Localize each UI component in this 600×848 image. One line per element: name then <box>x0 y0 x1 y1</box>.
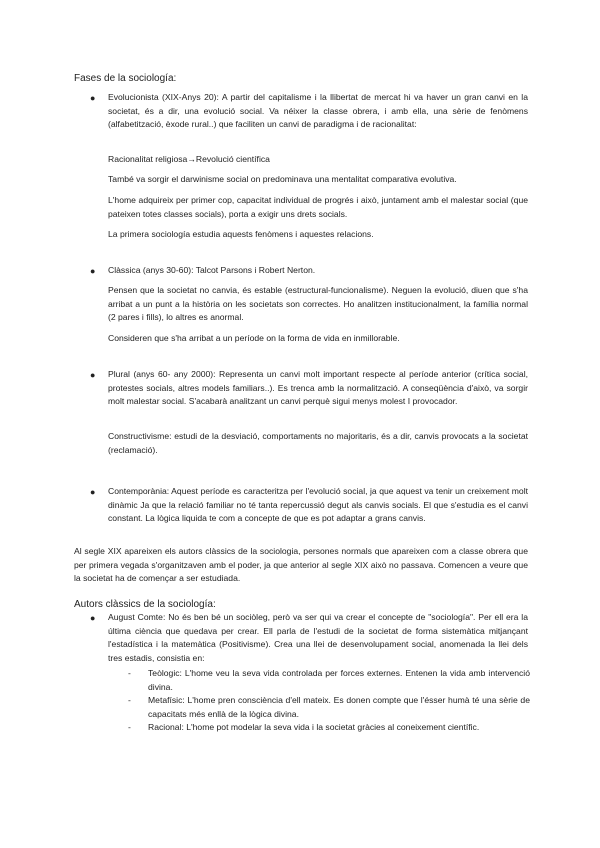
section-heading-fases: Fases de la sociología: <box>74 73 177 84</box>
evolucionista-primera: La primera sociología estudia aquests fenòmens i aquestes relacions. <box>108 229 374 239</box>
stage-text: Metafísic: L'home pren consciència d'ell mateix. Es donen compte que l'ésser humà té una sèrie de capacitats més enllà de la lògica divina. <box>148 695 530 719</box>
bullet-evolucionista <box>90 91 530 241</box>
stage-item-racional <box>128 721 530 749</box>
stage-item-metafisic <box>128 694 530 722</box>
bullet-plural <box>90 368 530 458</box>
comte-paragraph: August Comte: No és ben bé un sociòleg, però va ser qui va crear el concepte de "sociología". Per ell era la última ciència que quedava per crear. Ell parla de l'estudi de la societat de forma sistemàtica mitjançant l'estadística i la matemàtica (Positivisme). Crea una llei de desenvolupament social, anomenada la llei dels tres estadis, consistia en: <box>108 612 528 663</box>
contemporania-text: Contemporània: Aquest període es caracteritza per l'evolució social, ja que aquest va tenir un creixement molt dinàmic Ja que la relació familiar no té tanta repercussió degut als canvis socials. El que s'estudia es el canvi constant. La lògica liquida te com a concepte de que es pot adaptar a grans canvis. <box>108 486 528 524</box>
evolucionista-home: L'home adquireix per primer cop, capacitat individual de progrés i això, juntament amb el malestar social (que pateixen totes classes socials), porta a exigir uns drets socials. <box>108 195 528 219</box>
evolucionista-darwinisme: També va sorgir el darwinisme social on predominava una mentalitat comparativa evolutiva. <box>108 174 457 184</box>
evolucionista-racionalitat: Racionalitat religiosa→Revolució científica <box>108 154 270 164</box>
plural-constructivisme: Constructivisme: estudi de la desviació, comportaments no majoritaris, és a dir, canvis provocats a la societat (reclamació). <box>108 431 528 455</box>
bullet-classica <box>90 264 530 344</box>
classica-title: Clàssica (anys 30-60): Talcot Parsons i Robert Nerton. <box>108 265 316 275</box>
dash-icon: - <box>128 722 131 732</box>
stage-item-teologic <box>128 667 530 695</box>
bullet-contemporania <box>90 485 530 541</box>
bullet-icon: ● <box>90 370 96 380</box>
stage-text: Racional: L'home pot modelar la seva vida i la societat gràcies al coneixement científic. <box>148 722 480 732</box>
intro-paragraph-block <box>74 545 528 586</box>
bullet-icon: ● <box>90 93 96 103</box>
classica-pensen: Pensen que la societat no canvia, és estable (estructural-funcionalisme). Neguen la evolució, diuen que s'ha arribat a un punt a la història on les societats son correctes. Ho analitzen institucionalment, la família normal (2 pares i fills), lo altres es anormal. <box>108 285 528 323</box>
dash-icon: - <box>128 695 131 705</box>
classica-consideren: Consideren que s'ha arribat a un període on la forma de vida en inmillorable. <box>108 333 400 343</box>
evolucionista-intro: Evolucionista (XIX-Anys 20): A partir del capitalisme i la llibertat de mercat hi va haver un gran canvi en la societat, és a dir, una evolució social. Va néixer la classe obrera, i amb ella, una sèrie de fenòmens (alfabetització, èxode rural..) que faciliten un canvi de paradigma i de racionalitat: <box>108 92 528 130</box>
section-heading-autors: Autors clàssics de la sociología: <box>74 599 216 610</box>
plural-text: Plural (anys 60- any 2000): Representa un canvi molt important respecte al període anterior (crítica social, protestes socials, altres models familiars..). Es trenca amb la normalització. A conseqüència d'això, va sorgir molt malestar social. S'acabarà analitzant un canvi perquè sigui menys molest I provocador. <box>108 369 528 407</box>
bullet-icon: ● <box>90 266 96 276</box>
stage-text: Teòlogic: L'home veu la seva vida controlada per forces externes. Entenen la vida amb intervenció divina. <box>148 668 530 692</box>
intro-paragraph: Al segle XIX apareixen els autors clàssics de la sociologia, persones normals que apareixen com a classe obrera que per primera vegada s'organitzaven amb el poder, ja que anterior al segle XIX això no passava. Comencen a veure que la societat ha de començar a ser estudiada. <box>74 546 528 584</box>
dash-icon: - <box>128 668 131 678</box>
bullet-comte <box>90 611 530 671</box>
bullet-icon: ● <box>90 613 96 623</box>
bullet-icon: ● <box>90 487 96 497</box>
